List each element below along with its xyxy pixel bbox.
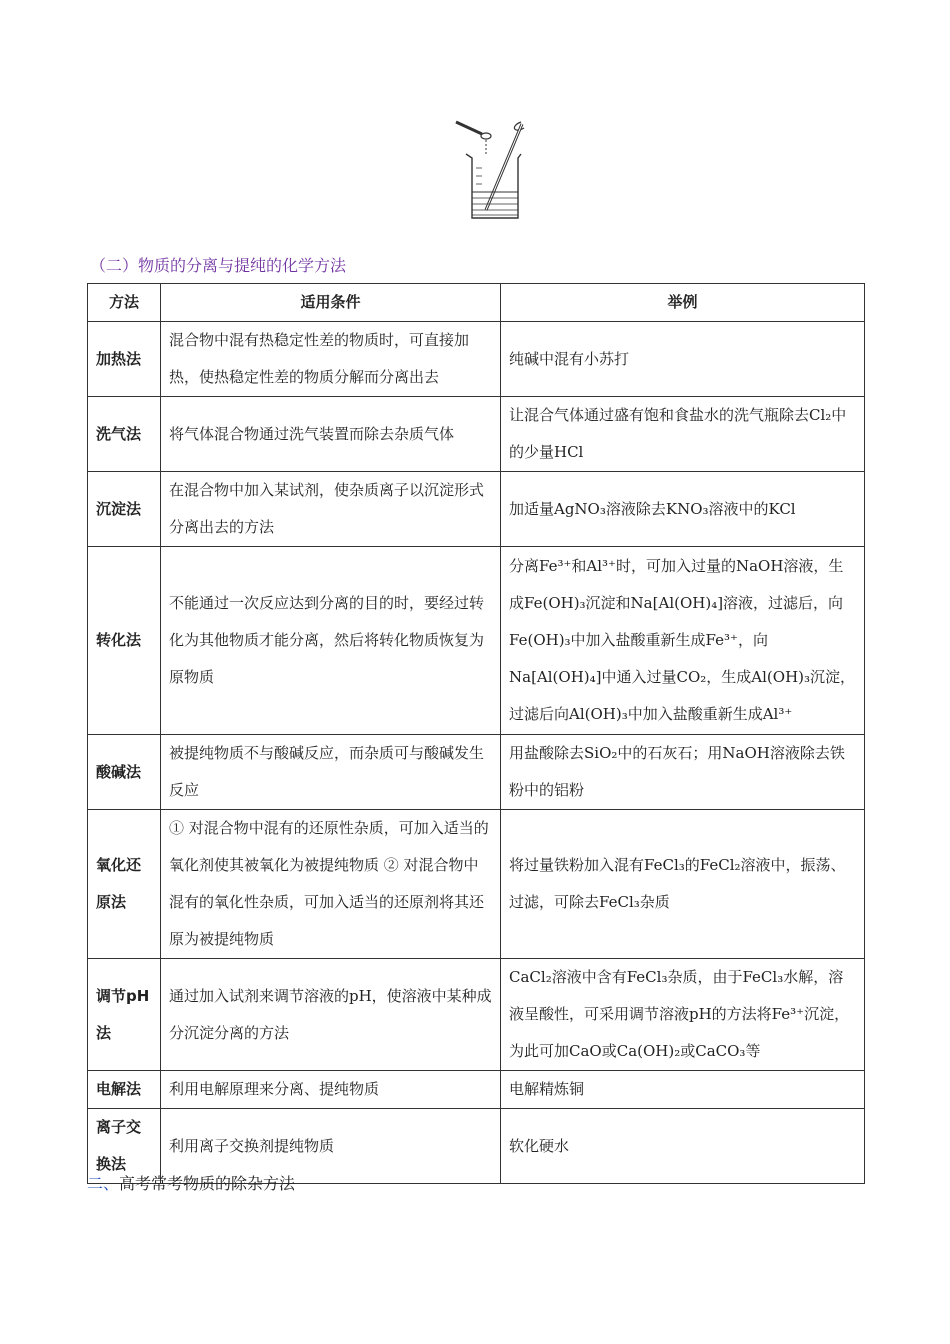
table-row xyxy=(88,547,865,735)
beaker-with-spatula-and-stirring-rod-icon xyxy=(448,112,534,224)
example-cell: 加适量AgNO₃溶液除去KNO₃溶液中的KCl xyxy=(501,472,865,547)
method-cell: 转化法 xyxy=(88,547,161,735)
column-header-condition: 适用条件 xyxy=(161,284,501,322)
method-cell: 沉淀法 xyxy=(88,472,161,547)
table-row xyxy=(88,735,865,810)
method-cell: 酸碱法 xyxy=(88,735,161,810)
method-cell: 电解法 xyxy=(88,1071,161,1109)
section-2-number: 二、 xyxy=(87,1174,120,1193)
table-header-row xyxy=(88,284,865,322)
condition-cell: 将气体混合物通过洗气装置而除去杂质气体 xyxy=(161,397,501,472)
section-heading: （二）物质的分离与提纯的化学方法 xyxy=(90,256,347,275)
example-cell: 让混合气体通过盛有饱和食盐水的洗气瓶除去Cl₂中的少量HCl xyxy=(501,397,865,472)
method-cell: 洗气法 xyxy=(88,397,161,472)
method-cell: 调节pH法 xyxy=(88,959,161,1071)
example-cell: 软化硬水 xyxy=(501,1109,865,1184)
table-row xyxy=(88,959,865,1071)
example-cell: 纯碱中混有小苏打 xyxy=(501,322,865,397)
example-cell: 电解精炼铜 xyxy=(501,1071,865,1109)
condition-cell: 在混合物中加入某试剂，使杂质离子以沉淀形式分离出去的方法 xyxy=(161,472,501,547)
example-cell: 将过量铁粉加入混有FeCl₃的FeCl₂溶液中，振荡、过滤，可除去FeCl₃杂质 xyxy=(501,810,865,959)
condition-cell: 混合物中混有热稳定性差的物质时，可直接加热，使热稳定性差的物质分解而分离出去 xyxy=(161,322,501,397)
table-row xyxy=(88,322,865,397)
column-header-example: 举例 xyxy=(501,284,865,322)
table-row xyxy=(88,397,865,472)
section-2-heading xyxy=(87,1171,295,1194)
condition-cell: 利用电解原理来分离、提纯物质 xyxy=(161,1071,501,1109)
method-cell: 离子交换法 xyxy=(88,1109,161,1184)
separation-methods-table xyxy=(87,283,865,1184)
condition-cell: ① 对混合物中混有的还原性杂质，可加入适当的氧化剂使其被氧化为被提纯物质 ② 对混合物中混有的氧化性杂质，可加入适当的还原剂将其还原为被提纯物质 xyxy=(161,810,501,959)
column-header-method: 方法 xyxy=(88,284,161,322)
beaker-figure xyxy=(448,112,534,224)
condition-cell: 不能通过一次反应达到分离的目的时，要经过转化为其他物质才能分离，然后将转化物质恢复为原物质 xyxy=(161,547,501,735)
section-2-title: 高考常考物质的除杂方法 xyxy=(119,1174,296,1193)
example-cell: 用盐酸除去SiO₂中的石灰石；用NaOH溶液除去铁粉中的铝粉 xyxy=(501,735,865,810)
condition-cell: 利用离子交换剂提纯物质 xyxy=(161,1109,501,1184)
table-row xyxy=(88,810,865,959)
example-cell: CaCl₂溶液中含有FeCl₃杂质，由于FeCl₃水解，溶液呈酸性，可采用调节溶液pH的方法将Fe³⁺沉淀，为此可加CaO或Ca(OH)₂或CaCO₃等 xyxy=(501,959,865,1071)
method-cell: 加热法 xyxy=(88,322,161,397)
condition-cell: 通过加入试剂来调节溶液的pH，使溶液中某种成分沉淀分离的方法 xyxy=(161,959,501,1071)
table-row xyxy=(88,472,865,547)
table-row xyxy=(88,1071,865,1109)
example-cell: 分离Fe³⁺和Al³⁺时，可加入过量的NaOH溶液，生成Fe(OH)₃沉淀和Na[Al(OH)₄]溶液，过滤后，向Fe(OH)₃中加入盐酸重新生成Fe³⁺，向Na[Al(OH)₄]中通入过量CO₂，生成Al(OH)₃沉淀，过滤后向Al(OH)₃中加入盐酸重新生成Al³⁺ xyxy=(501,547,865,735)
condition-cell: 被提纯物质不与酸碱反应，而杂质可与酸碱发生反应 xyxy=(161,735,501,810)
method-cell: 氧化还原法 xyxy=(88,810,161,959)
